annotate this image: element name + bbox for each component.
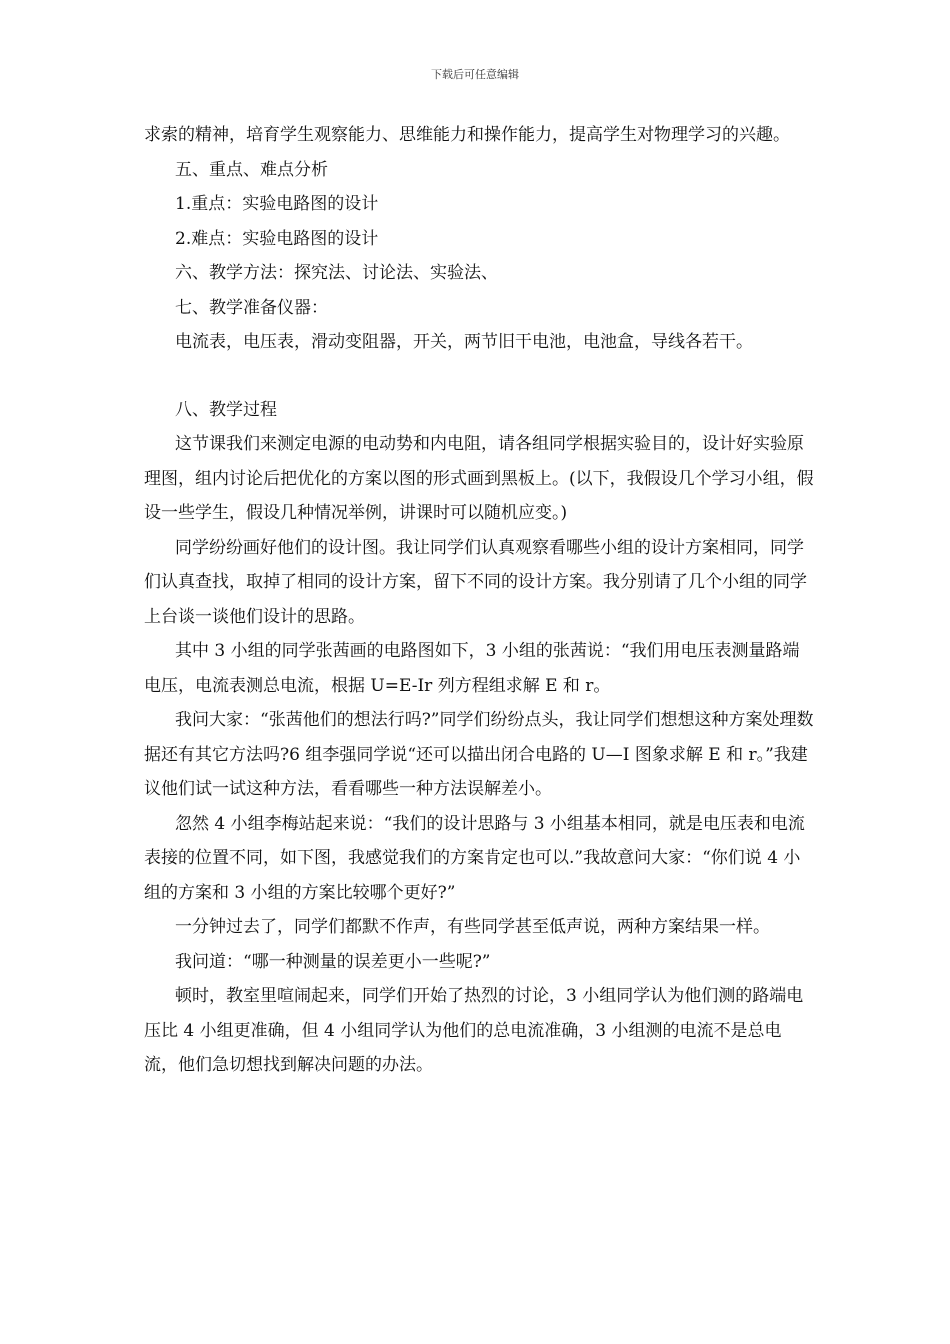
page-header: 下载后可任意编辑 bbox=[431, 68, 519, 81]
paragraph: 顿时，教室里喧闹起来，同学们开始了热烈的讨论，3 小组同学认为他们测的路端电压比 4 小组更准确，但 4 小组同学认为他们的总电流准确，3 小组测的电流不是总电流，他们急切想找到解决问题的办法。 bbox=[144, 986, 804, 1075]
section-heading: 五、重点、难点分析 bbox=[175, 159, 328, 180]
list-item: 1.重点：实验电路图的设计 bbox=[175, 194, 379, 214]
paragraph: 忽然 4 小组李梅站起来说：“我们的设计思路与 3 小组基本相同，就是电压表和电流表接的位置不同，如下图，我感觉我们的方案肯定也可以.”我故意问大家：“你们说 4 小组的方案和 3 小组的方案比较哪个更好?” bbox=[144, 813, 805, 903]
section-heading: 七、教学准备仪器： bbox=[175, 297, 328, 318]
section-heading: 六、教学方法：探究法、讨论法、实验法、 bbox=[175, 263, 498, 283]
paragraph: 我问道：“哪一种测量的误差更小一些呢?” bbox=[175, 951, 491, 972]
document-body bbox=[144, 118, 814, 1083]
paragraph: 其中 3 小组的同学张茜画的电路图如下，3 小组的张茜说：“我们用电压表测量路端电压，电流表测总电流，根据 U=E-Ir 列方程组求解 E 和 r。 bbox=[144, 641, 800, 696]
paragraph: 求索的精神，培育学生观察能力、思维能力和操作能力，提高学生对物理学习的兴趣。 bbox=[144, 125, 790, 145]
paragraph: 这节课我们来测定电源的电动势和内电阻，请各组同学根据实验目的，设计好实验原理图，组内讨论后把优化的方案以图的形式画到黑板上。(以下，我假设几个学习小组，假设一些学生，假设几种情况举例，讲课时可以随机应变。) bbox=[144, 434, 814, 523]
section-heading: 八、教学过程 bbox=[175, 399, 277, 420]
list-item: 2.难点：实验电路图的设计 bbox=[175, 228, 379, 249]
blank-line bbox=[144, 360, 814, 393]
paragraph: 我问大家：“张茜他们的想法行吗?”同学们纷纷点头，我让同学们想想这种方案处理数据还有其它方法吗?6 组李强同学说“还可以描出闭合电路的 U—I 图象求解 E 和 r。”我建议他们试一试这种方法，看看哪些一种方法误解差小。 bbox=[144, 710, 814, 799]
paragraph: 同学纷纷画好他们的设计图。我让同学们认真观察看哪些小组的设计方案相同，同学们认真查找，取掉了相同的设计方案，留下不同的设计方案。我分别请了几个小组的同学上台谈一谈他们设计的思路。 bbox=[144, 537, 807, 627]
paragraph: 一分钟过去了，同学们都默不作声，有些同学甚至低声说，两种方案结果一样。 bbox=[175, 917, 770, 937]
paragraph: 电流表，电压表，滑动变阻器，开关，两节旧干电池，电池盒，导线各若干。 bbox=[175, 332, 753, 352]
